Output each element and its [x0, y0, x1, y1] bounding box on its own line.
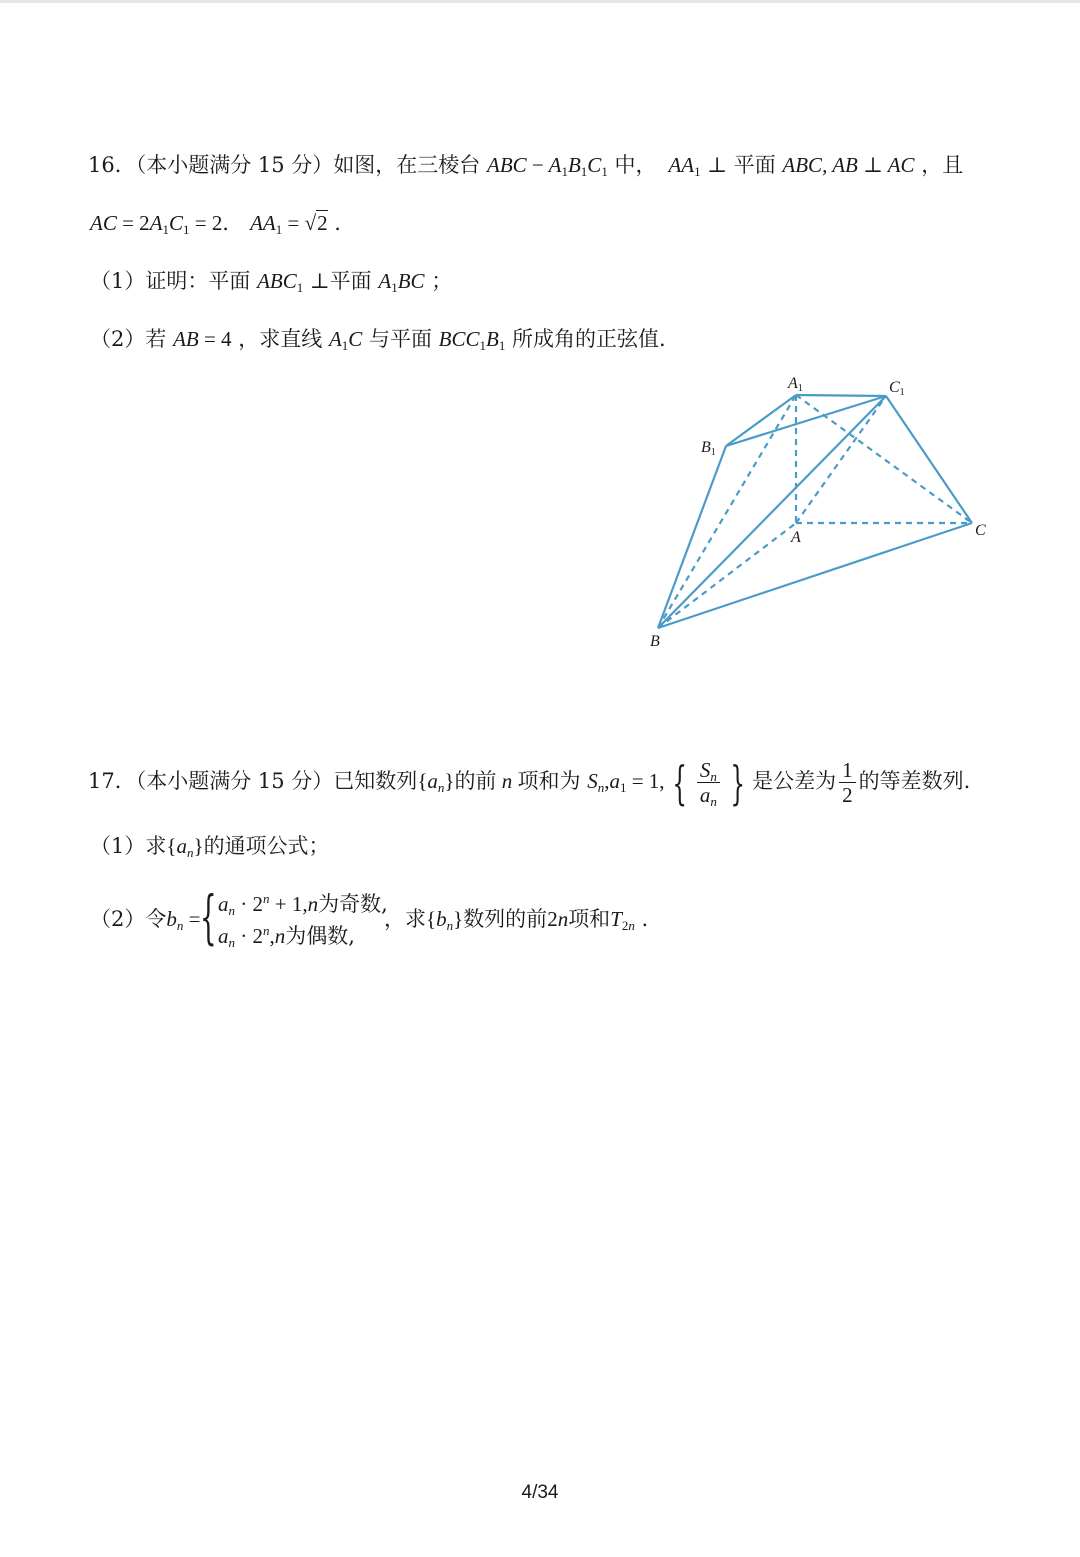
q16-number: 16．: [88, 153, 136, 177]
q17-piecewise: { $a_n \cdot 2^n + 1,n$为奇数, $a_n \cdot 2^n,n$为偶数,: [200, 883, 388, 951]
label-b1: B1: [701, 439, 716, 458]
q17-line1: 17．（本小题满分 15 分）已知数列$\{a_n\}$的前 n 项和为 $S_n,a_1 = 1$, { $\frac{S_n}{a_n}$ } 是公差为 $\frac{1}{2}$ 的等差数列.: [88, 755, 971, 810]
q16-line-a1c: $A_1C$: [328, 327, 363, 353]
q17-bn-eq: $b_n$ =: [166, 907, 201, 933]
q17-part2-tail: ，求$\{b_n\}$数列的前2n项和$T_{2n}$ .: [384, 907, 649, 933]
q16-cond2: ABC, AB ⊥ AC: [782, 153, 915, 177]
q16-part1: [90, 266, 452, 296]
q16-and: ，且: [921, 153, 964, 177]
label-c1: C1: [889, 379, 905, 398]
q17-2n: 2n: [547, 907, 569, 931]
edge-c1-c: [886, 396, 972, 523]
q16-part2-label: （2）: [90, 327, 146, 351]
q16-part1-text: 证明：平面: [145, 269, 251, 293]
q17-sum-text2: 项和为: [517, 769, 581, 793]
q17-t2n: $T_{2n}$: [610, 907, 635, 933]
q17-part2-find: ，求: [384, 907, 426, 931]
q16-line2: AC = $2A_1C_1 = 2$． $AA_1 = √2$ .: [90, 211, 341, 237]
edge-b-c: [658, 523, 972, 628]
q17-frac-half: $\frac{1}{2}$: [839, 758, 856, 807]
q17-part2-let: 令: [145, 907, 167, 931]
q17-sum-text: 的前: [454, 769, 497, 793]
q17-frac-sn-an: $\frac{S_n}{a_n}$: [697, 758, 720, 807]
q16-lead: 如图，在三棱台: [333, 153, 481, 177]
q16-part2-end: 所成角的正弦值.: [512, 327, 666, 351]
q17-part1-seq: $\{a_n\}$: [166, 834, 204, 860]
q16-cond4: $AA_1 = √2$: [250, 211, 328, 237]
q17-number: 17．: [88, 769, 136, 793]
q16-plane1: $ABC_1$: [257, 269, 304, 295]
q16-part1-label: （1）: [90, 269, 146, 293]
q17-case-even: $a_n \cdot 2^n,n$为偶数,: [218, 923, 355, 950]
page-number: 4/34: [521, 1482, 559, 1503]
q17-seq-is: 是公差为: [752, 769, 837, 793]
q17-lead: 已知数列: [333, 769, 418, 793]
q17-part1-label: （1）: [90, 834, 146, 858]
q17-part1-end: 的通项公式；: [203, 834, 330, 858]
q16-cond1: $AA_1$: [663, 153, 701, 179]
q17-part2-terms: 项和: [568, 907, 611, 931]
q16-frustum: ABC − $A_1B_1C_1$: [487, 153, 608, 179]
q17-case-odd: $a_n \cdot 2^n + 1,n$为奇数,: [218, 891, 388, 918]
label-a: A: [791, 529, 801, 546]
q16-cond3: AC = $2A_1C_1 = 2$: [90, 211, 223, 237]
q16-part1-end: ；: [431, 269, 453, 293]
q16-part2-with: 与平面: [368, 327, 432, 351]
q17-part2-seq: 数列的前: [463, 907, 548, 931]
edge-a-c1-dashed: [796, 396, 886, 523]
label-c: C: [975, 522, 986, 539]
q17-part1: [90, 831, 330, 861]
edge-a1-c-dashed: [796, 395, 972, 523]
q16-part2-find: ，求直线: [238, 327, 323, 351]
q17-sn-a1: $S_n,a_1 = 1$,: [587, 769, 665, 795]
q16-part1-mid: ⊥平面: [309, 269, 372, 293]
q17-n: n: [496, 769, 518, 793]
edge-b1-a1: [726, 395, 796, 446]
q16-points: （本小题满分 15 分）: [135, 153, 334, 177]
q17-seq-end: 的等差数列.: [858, 769, 971, 793]
frustum-figure: [640, 368, 1000, 658]
q16-plane2: $A_1BC$: [378, 269, 425, 295]
label-a1: A1: [788, 375, 803, 394]
q17-part1-text: 求: [145, 834, 167, 858]
q16-line1: [88, 150, 963, 180]
q16-part2-if: 若: [145, 327, 167, 351]
q17-seq-bn: $\{b_n\}$: [426, 907, 464, 933]
q17-points: （本小题满分 15 分）: [135, 769, 334, 793]
q17-seq-an: $\{a_n\}$: [417, 769, 455, 795]
q17-part2-lead: [90, 904, 200, 934]
edge-a1-c1: [796, 395, 886, 396]
top-border: [0, 0, 1080, 3]
q16-ab-eq: AB = 4: [173, 327, 232, 351]
q16-in: 中，: [614, 153, 657, 177]
q17-part2-label: （2）: [90, 907, 146, 931]
q16-plane-bcc1b1: $BCC_1B_1$: [438, 327, 506, 353]
q16-perp-plane: ⊥ 平面: [707, 153, 776, 177]
label-b: B: [650, 633, 660, 650]
q16-part2: [90, 324, 666, 354]
edge-b-b1: [658, 446, 726, 628]
